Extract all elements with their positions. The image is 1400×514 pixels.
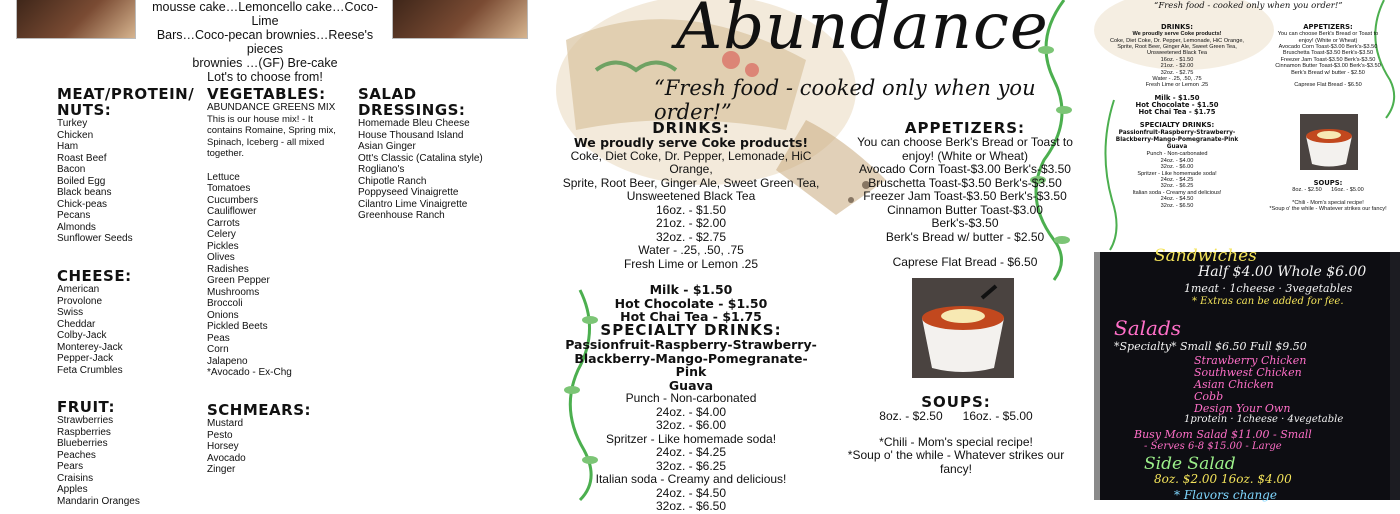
meat-item: Turkey — [57, 118, 88, 129]
dessert-description — [150, 0, 380, 84]
mini-specialty-title: SPECIALTY DRINKS: — [1139, 121, 1215, 130]
mini-specialty-line: 24oz. - $4.50 — [1160, 196, 1194, 203]
soup-prices: 8oz. - $2.50 16oz. - $5.00 — [879, 409, 1033, 423]
fruit-item: Pears — [57, 461, 84, 472]
cheese-item: Cheddar — [57, 318, 96, 330]
meat-item: Pecans — [57, 210, 91, 221]
dressing-item: Cilantro Lime Vinaigrette — [358, 198, 468, 210]
caprese-line: Caprese Flat Bread - $6.50 — [892, 255, 1038, 269]
specialty-title: SPECIALTY DRINKS: — [600, 321, 782, 339]
soup-note: *Chili - Mom's special recipe! — [879, 434, 1033, 449]
appetizers-section — [856, 120, 1074, 270]
meat-item: Sunflower Seeds — [57, 233, 133, 244]
vegetable-item: Lettuce — [207, 171, 240, 183]
greens-mix-desc: contains Romaine, Spring mix, — [207, 125, 336, 136]
mini-specialty-flavors: Blackberry-Mango-Pomegranate-Pink — [1115, 136, 1239, 143]
dressing-item: Ott's Classic (Catalina style) — [358, 152, 483, 164]
dessert-line: mousse cake…Lemoncello cake…Coco-Lime — [152, 0, 378, 28]
coke-note: We proudly serve Coke products! — [573, 135, 809, 150]
specialty-line: 24oz. - $4.50 — [655, 485, 727, 500]
drinks-line: 32oz. - $2.75 — [655, 229, 727, 244]
dressing-item: Poppyseed Vinaigrette — [358, 187, 459, 198]
fruit-item: Apples — [57, 484, 88, 495]
mini-drinks-line: 16oz. - $1.50 — [1160, 56, 1194, 63]
meat-item: Roast Beef — [57, 152, 107, 164]
mini-specialty-flavors: Passionfruit-Raspberry-Strawberry- — [1118, 129, 1236, 136]
cheese-item: American — [57, 284, 100, 295]
vegetable-item: *Avocado - Ex-Chg — [207, 367, 292, 378]
vegetable-item: Peas — [207, 332, 230, 344]
fruit-item: Strawberries — [57, 415, 114, 426]
cheese-item: Swiss — [57, 307, 84, 318]
vegetable-item: Tomatoes — [207, 183, 251, 194]
specialty-line: Italian soda - Creamy and delicious! — [595, 472, 787, 486]
cheese-section — [57, 268, 202, 376]
meat-title-cont: NUTS: — [57, 101, 112, 119]
dessert-photo-left — [16, 0, 136, 39]
board-side-salad-heading: Side Salad — [1144, 454, 1236, 474]
mini-drinks-line: Water - .25, .50, .75 — [1152, 76, 1202, 83]
mini-hot-drink: Hot Chocolate - $1.50 — [1135, 101, 1219, 110]
appetizer-line: enjoy! (White or Wheat) — [901, 148, 1029, 163]
mini-drinks-line: Fresh Lime or Lemon .25 — [1145, 82, 1209, 89]
board-salads-specialty: *Specialty* Small $6.50 Full $9.50 — [1114, 340, 1307, 353]
vegetable-item: Pickles — [207, 240, 239, 252]
board-sandwiches-heading: Sandwiches — [1154, 246, 1257, 266]
mini-appetizer-line: Cinnamon Butter Toast-$3.00 Berk's-$3.50 — [1275, 63, 1381, 70]
specialty-flavors: Blackberry-Mango-Pomegranate-Pink — [574, 350, 808, 379]
mini-appetizer-line: Avocado Corn Toast-$3.00 Berk's-$3.50 — [1278, 44, 1378, 51]
cheese-item: Colby-Jack — [57, 330, 107, 341]
appetizer-line: Berk's Bread w/ butter - $2.50 — [885, 229, 1045, 244]
dressing-item: Homemade Bleu Cheese — [358, 118, 470, 129]
appetizer-line: You can choose Berk's Bread or Toast to — [857, 135, 1073, 149]
mini-specialty-line: 32oz. - $6.00 — [1160, 164, 1194, 171]
board-salad-item: Southwest Chicken — [1194, 366, 1302, 379]
restaurant-title: Abundance — [676, 0, 1049, 64]
vegetable-item: Cucumbers — [207, 194, 259, 206]
drinks-line: Unsweetened Black Tea — [626, 189, 756, 203]
schmears-title: SCHMEARS: — [207, 401, 311, 419]
meat-title: MEAT/PROTEIN/ — [57, 85, 195, 103]
vegetable-item: Corn — [207, 344, 229, 355]
schmear-item: Zinger — [207, 464, 236, 475]
drinks-section — [562, 120, 820, 324]
appetizer-line: Cinnamon Butter Toast-$3.00 Berk's-$3.50 — [887, 202, 1043, 230]
mini-drinks-line: We proudly serve Coke products! — [1132, 31, 1222, 38]
mini-specialty-line: 24oz. - $4.00 — [1160, 157, 1194, 164]
hot-drink-line: Milk - $1.50 — [649, 282, 733, 297]
mini-soup-photo — [1300, 114, 1358, 170]
meat-item: Ham — [57, 141, 79, 152]
mini-drinks-line: Sprite, Root Beer, Ginger Ale, Sweet Green Tea, — [1117, 44, 1237, 51]
mini-soups-title: SOUPS: — [1313, 179, 1343, 187]
dressing-item: Rogliano's — [358, 164, 405, 175]
menu-thumbnail — [1094, 0, 1400, 250]
drinks-line: Coke, Diet Coke, Dr. Pepper, Lemonade, HiC Orange, — [570, 148, 812, 176]
vegetable-item: Jalapeno — [207, 355, 248, 367]
vegetable-item: Carrots — [207, 217, 240, 229]
mini-appetizer-line: Berk's Bread w/ butter - $2.50 — [1291, 69, 1365, 76]
mini-hot-drink: Hot Chai Tea - $1.75 — [1138, 108, 1216, 117]
cheese-item: Provolone — [57, 295, 103, 307]
mini-appetizer-line: Caprese Flat Bread - $6.50 — [1294, 82, 1362, 89]
specialty-flavors: Passionfruit-Raspberry-Strawberry- — [565, 337, 817, 352]
meat-item: Chicken — [57, 129, 94, 141]
meat-item: Bacon — [57, 164, 86, 175]
specialty-flavors: Guava — [668, 377, 714, 393]
dressing-item: House Thousand Island — [358, 129, 464, 141]
chalkboard-menu — [1094, 246, 1400, 502]
dressing-item: Greenhouse Ranch — [358, 210, 445, 221]
cheese-item: Feta Crumbles — [57, 364, 123, 376]
board-frame-left — [1094, 252, 1100, 500]
appetizers-title: APPETIZERS: — [904, 119, 1026, 137]
mini-specialty-line: 32oz. - $6.25 — [1160, 183, 1194, 190]
greens-mix-desc: together. — [207, 148, 244, 159]
board-side-salad-prices: 8oz. $2.00 16oz. $4.00 — [1154, 472, 1292, 486]
mini-drinks-title: DRINKS: — [1161, 23, 1193, 31]
fruit-item: Peaches — [57, 449, 96, 461]
appetizer-line: Bruschetta Toast-$3.50 Berk's-$3.50 — [868, 175, 1062, 190]
vegetable-item: Pickled Beets — [207, 321, 268, 332]
fruit-item: Raspberries — [57, 426, 111, 438]
dressings-title-cont: DRESSINGS: — [358, 101, 466, 119]
fruit-item: Craisins — [57, 472, 94, 484]
meat-item: Chick-peas — [57, 198, 108, 210]
board-sandwich-note: * Extras can be added for fee. — [1192, 296, 1344, 307]
greens-mix-title: ABUNDANCE GREENS MIX — [207, 102, 336, 113]
vegetable-item: Broccoli — [207, 298, 243, 309]
board-salad-item: Design Your Own — [1194, 402, 1291, 415]
mini-specialty-line: Spritzer - Like homemade soda! — [1137, 170, 1217, 177]
vegetable-item: Onions — [207, 309, 239, 321]
specialty-line: 32oz. - $6.50 — [655, 499, 727, 513]
mini-soup-line: *Soup o' the while - Whatever strikes our fancy! — [1269, 206, 1387, 213]
drinks-title: DRINKS: — [652, 119, 730, 137]
board-flavors-note: * Flavors change — [1174, 488, 1277, 502]
meat-item: Almonds — [57, 221, 96, 233]
cheese-item: Monterey-Jack — [57, 341, 123, 353]
mini-specialty-line: Italian soda - Creamy and delicious! — [1132, 189, 1222, 196]
cheese-item: Pepper-Jack — [57, 353, 114, 364]
specialty-line: 32oz. - $6.25 — [655, 458, 727, 473]
drinks-line: Sprite, Root Beer, Ginger Ale, Sweet Green Tea, — [562, 175, 820, 190]
board-dyo-desc: 1protein · 1cheese · 4vegetable — [1184, 414, 1344, 425]
board-salad-item: Strawberry Chicken — [1194, 354, 1307, 367]
vegetable-item: Cauliflower — [207, 206, 257, 217]
fruit-item: Blueberries — [57, 438, 108, 449]
dessert-photo-right — [392, 0, 528, 39]
schmears-section — [207, 402, 347, 476]
cheese-title: CHEESE: — [57, 267, 132, 285]
mini-appetizer-line: Bruschetta Toast-$3.50 Berk's-$3.50 — [1282, 50, 1374, 57]
schmear-item: Avocado — [207, 452, 246, 464]
mini-soup-line: 8oz. - $2.50 16oz. - $5.00 — [1292, 187, 1364, 194]
mini-appetizers — [1258, 24, 1398, 89]
mini-appetizer-line: enjoy! (White or Wheat) — [1298, 37, 1358, 44]
board-salads-heading: Salads — [1114, 316, 1182, 340]
schmear-item: Pesto — [207, 429, 233, 441]
greens-mix-desc: Spinach, Iceberg - all mixed — [207, 136, 325, 148]
vegetable-item: Olives — [207, 252, 235, 263]
drinks-line: 21oz. - $2.00 — [655, 216, 727, 230]
mini-appetizer-line: Freezer Jam Toast-$3.50 Berk's-$3.50 — [1280, 56, 1376, 63]
board-salad-item: Asian Chicken — [1194, 378, 1274, 391]
mini-soup-line: *Chili - Mom's special recipe! — [1292, 200, 1364, 207]
soup-photo — [912, 278, 1014, 378]
specialty-line: 24oz. - $4.00 — [655, 404, 727, 419]
meat-item: Boiled Egg — [57, 175, 106, 187]
specialty-drinks-section — [562, 322, 820, 514]
mini-drinks-line: 32oz. - $2.75 — [1160, 69, 1194, 76]
mini-slogan: “Fresh food - cooked only when you order!” — [1154, 1, 1343, 11]
vegetables-title: VEGETABLES: — [207, 85, 326, 103]
meat-item: Black beans — [57, 187, 112, 198]
mini-appetizers-title: APPETIZERS: — [1303, 23, 1353, 31]
dessert-line: Lot's to choose from! — [207, 70, 323, 84]
dressing-item: Asian Ginger — [358, 141, 416, 152]
schmear-item: Horsey — [207, 441, 239, 452]
mini-specialty-flavors: Guava — [1166, 144, 1188, 151]
soups-section — [836, 394, 1076, 476]
specialty-line: Spritzer - Like homemade soda! — [605, 431, 777, 446]
mini-drinks-line: Coke, Diet Coke, Dr. Pepper, Lemonade, HiC Orange, — [1109, 37, 1244, 44]
hot-drink-line: Hot Chocolate - $1.50 — [614, 295, 768, 311]
mini-specialty-line: 24oz. - $4.25 — [1160, 176, 1194, 183]
fruit-title: FRUIT: — [57, 398, 115, 416]
dressings-section — [358, 86, 538, 222]
dessert-line: brownies …(GF) Bre-cake — [192, 56, 338, 70]
dressings-title: SALAD — [358, 85, 417, 103]
meat-section — [57, 86, 202, 245]
soups-title: SOUPS: — [921, 393, 991, 411]
mini-soups — [1258, 180, 1398, 213]
vegetable-item: Radishes — [207, 263, 249, 275]
mini-drinks — [1102, 24, 1252, 209]
fruit-item: Mandarin Oranges — [57, 495, 140, 507]
greens-mix-desc: This is our house mix! - It — [207, 113, 314, 125]
specialty-line: Punch - Non-carbonated — [625, 391, 757, 405]
specialty-line: 32oz. - $6.00 — [655, 418, 727, 432]
vegetables-section — [207, 86, 347, 379]
board-salad-item: Cobb — [1194, 390, 1224, 403]
schmear-item: Mustard — [207, 418, 244, 429]
restaurant-slogan: “Fresh food - cooked only when you order!” — [654, 76, 1036, 124]
board-sandwich-desc: 1meat · 1cheese · 3vegetables — [1184, 282, 1353, 295]
board-serves: - Serves 6-8 $15.00 - Large — [1144, 441, 1282, 452]
vegetable-item: Celery — [207, 229, 236, 240]
mini-drinks-line: 21oz. - $2.00 — [1160, 63, 1194, 70]
ingredients-panel — [0, 0, 548, 507]
vegetable-item: Mushrooms — [207, 286, 260, 298]
fruit-section — [57, 399, 202, 507]
mini-drinks-line: Unsweetened Black Tea — [1147, 50, 1207, 57]
appetizer-line: Avocado Corn Toast-$3.00 Berk's-$3.50 — [859, 162, 1071, 176]
soup-note: *Soup o' the while - Whatever strikes our fancy! — [847, 448, 1065, 476]
main-menu-panel — [556, 0, 1078, 513]
drinks-line: Water - .25, .50, .75 — [638, 243, 744, 257]
board-sandwich-prices: Half $4.00 Whole $6.00 — [1198, 264, 1367, 280]
mini-appetizer-line: You can choose Berk's Bread or Toast to — [1277, 31, 1379, 38]
mini-specialty-line: Punch - Non-carbonated — [1146, 151, 1208, 158]
hot-drink-line: Hot Chai Tea - $1.75 — [620, 309, 762, 324]
vegetable-item: Green Pepper — [207, 275, 270, 286]
drinks-line: Fresh Lime or Lemon .25 — [623, 256, 759, 271]
appetizer-line: Freezer Jam Toast-$3.50 Berk's-$3.50 — [863, 189, 1067, 203]
drinks-line: 16oz. - $1.50 — [655, 202, 727, 217]
mini-hot-drink: Milk - $1.50 — [1154, 93, 1200, 102]
board-busy-mom: Busy Mom Salad $11.00 - Small — [1134, 428, 1312, 441]
mini-specialty-line: 32oz. - $6.50 — [1160, 202, 1194, 209]
specialty-line: 24oz. - $4.25 — [655, 445, 727, 459]
dessert-line: Bars…Coco-pecan brownies…Reese's pieces — [156, 28, 374, 56]
dressing-item: Chipotle Ranch — [358, 175, 427, 187]
board-frame-right — [1390, 252, 1400, 500]
